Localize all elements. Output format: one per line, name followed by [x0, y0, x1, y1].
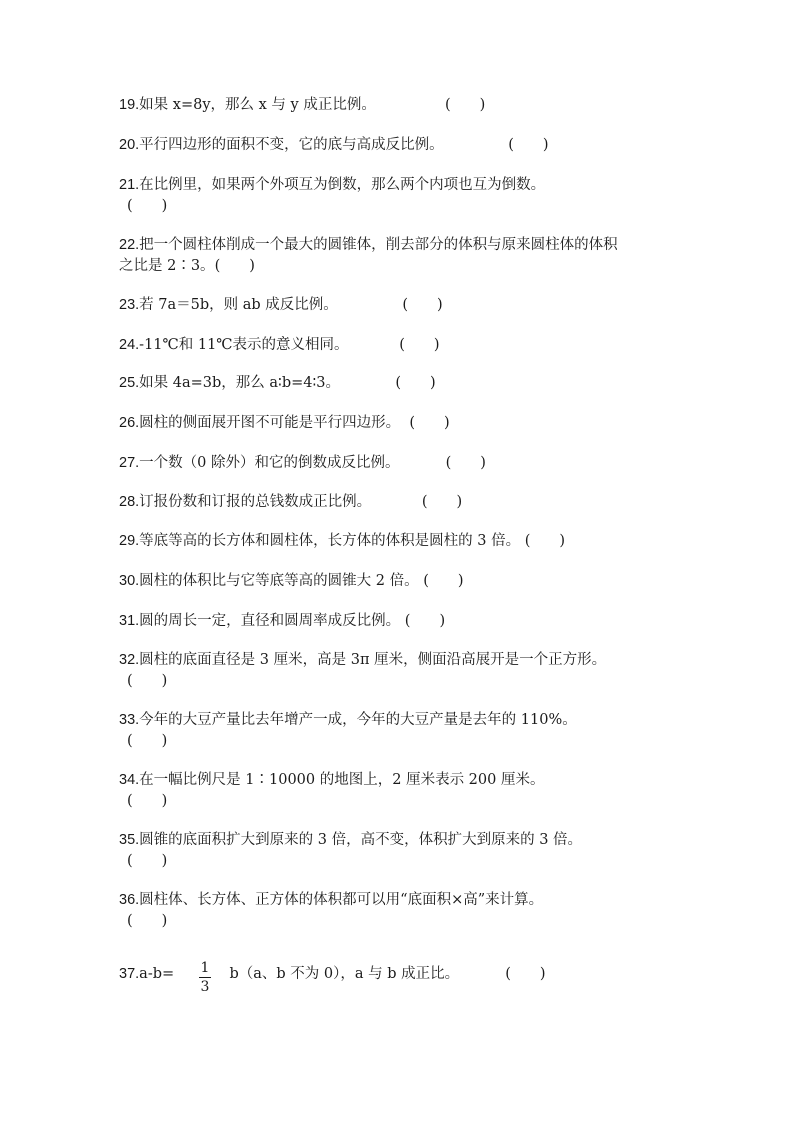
question-34: [119, 770, 679, 812]
answer-blank[interactable]: ( ): [505, 966, 546, 982]
question-23: [119, 295, 679, 316]
question-number: 35.: [119, 832, 140, 848]
question-text: 圆柱的体积比与它等底等高的圆锥大 2 倍。: [139, 573, 419, 589]
question-number: 26.: [119, 415, 140, 431]
question-text: 今年的大豆产量比去年增产一成，今年的大豆产量是去年的 110%。: [139, 712, 577, 728]
question-text: -11℃和 11℃表示的意义相同。: [139, 337, 349, 353]
question-text: 如果 4a=3b，那么 a∶b=4∶3。: [139, 375, 340, 391]
question-number: 22.: [119, 237, 140, 253]
question-number: 28.: [119, 494, 140, 510]
question-text: 等底等高的长方体和圆柱体，长方体的体积是圆柱的 3 倍。: [139, 533, 521, 549]
question-number: 23.: [119, 297, 140, 313]
question-number: 30.: [119, 573, 140, 589]
answer-blank[interactable]: ( ): [127, 793, 168, 809]
question-number: 24.: [119, 337, 140, 353]
question-text: 圆柱的侧面展开图不可能是平行四边形。: [139, 415, 401, 431]
question-text: 圆柱体、长方体、正方体的体积都可以用“底面积×高”来计算。: [139, 892, 544, 908]
question-27: [119, 453, 679, 474]
question-20: [119, 135, 679, 156]
answer-blank[interactable]: ( ): [127, 673, 168, 689]
question-number: 21.: [119, 177, 140, 193]
question-33: [119, 710, 679, 752]
question-28: [119, 492, 679, 513]
question-19: [119, 95, 679, 116]
question-text-continued: 之比是 2∶3。: [119, 258, 215, 274]
question-21: [119, 175, 679, 217]
answer-blank[interactable]: ( ): [445, 455, 486, 471]
answer-blank[interactable]: ( ): [508, 137, 549, 153]
question-text: 圆的周长一定，直径和圆周率成反比例。: [139, 613, 401, 629]
answer-blank[interactable]: ( ): [214, 258, 255, 274]
question-number: 36.: [119, 892, 140, 908]
question-text: 平行四边形的面积不变，它的底与高成反比例。: [139, 137, 444, 153]
answer-blank[interactable]: ( ): [127, 913, 168, 929]
fraction-bar: [199, 977, 211, 978]
answer-blank[interactable]: ( ): [399, 337, 440, 353]
question-24: [119, 335, 679, 356]
fraction-denominator: 3: [200, 979, 210, 995]
question-36: [119, 890, 679, 932]
question-text: 把一个圆柱体削成一个最大的圆锥体，削去部分的体积与原来圆柱体的体积: [139, 237, 618, 253]
question-number: 31.: [119, 613, 140, 629]
question-26: [119, 413, 679, 434]
fraction-one-third: [196, 960, 214, 995]
answer-blank[interactable]: ( ): [127, 733, 168, 749]
question-number: 33.: [119, 712, 140, 728]
question-text: 如果 x=8y，那么 x 与 y 成正比例。: [139, 97, 376, 113]
question-text: 订报份数和订报的总钱数成正比例。: [139, 494, 372, 510]
question-32: [119, 650, 679, 692]
question-text: 在比例里，如果两个外项互为倒数，那么两个内项也互为倒数。: [139, 177, 546, 193]
answer-blank[interactable]: ( ): [444, 97, 486, 113]
question-number: 20.: [119, 137, 140, 153]
question-text: 一个数（0 除外）和它的倒数成反比例。: [139, 455, 400, 471]
answer-blank[interactable]: ( ): [423, 573, 464, 589]
question-29: [119, 531, 679, 552]
answer-blank[interactable]: ( ): [409, 415, 450, 431]
question-number: 25.: [119, 375, 140, 391]
question-text: 若 7a＝5b，则 ab 成反比例。: [139, 297, 338, 313]
question-number: 29.: [119, 533, 140, 549]
question-text: 圆锥的底面积扩大到原来的 3 倍，高不变，体积扩大到原来的 3 倍。: [139, 832, 583, 848]
answer-blank[interactable]: ( ): [127, 198, 168, 214]
answer-blank[interactable]: ( ): [402, 297, 443, 313]
question-22: [119, 235, 679, 277]
question-text-after: b（a、b 不为 0），a 与 b 成正比。: [229, 966, 460, 982]
question-31: [119, 611, 679, 632]
question-number: 34.: [119, 772, 140, 788]
question-text: 在一幅比例尺是 1∶10000 的地图上，2 厘米表示 200 厘米。: [139, 772, 545, 788]
answer-blank[interactable]: ( ): [404, 613, 446, 629]
answer-blank[interactable]: ( ): [127, 853, 168, 869]
question-number: 27.: [119, 455, 140, 471]
question-text: 圆柱的底面直径是 3 厘米，高是 3π 厘米，侧面沿高展开是一个正方形。: [139, 652, 607, 668]
answer-blank[interactable]: ( ): [395, 375, 436, 391]
question-25: [119, 373, 679, 394]
question-30: [119, 571, 679, 592]
answer-blank[interactable]: ( ): [421, 494, 463, 510]
question-number: 37.: [119, 966, 140, 982]
answer-blank[interactable]: ( ): [524, 533, 566, 549]
question-35: [119, 830, 679, 872]
question-text: a-b=: [139, 966, 175, 982]
question-number: 19.: [119, 97, 140, 113]
question-number: 32.: [119, 652, 140, 668]
fraction-numerator: 1: [200, 960, 210, 976]
